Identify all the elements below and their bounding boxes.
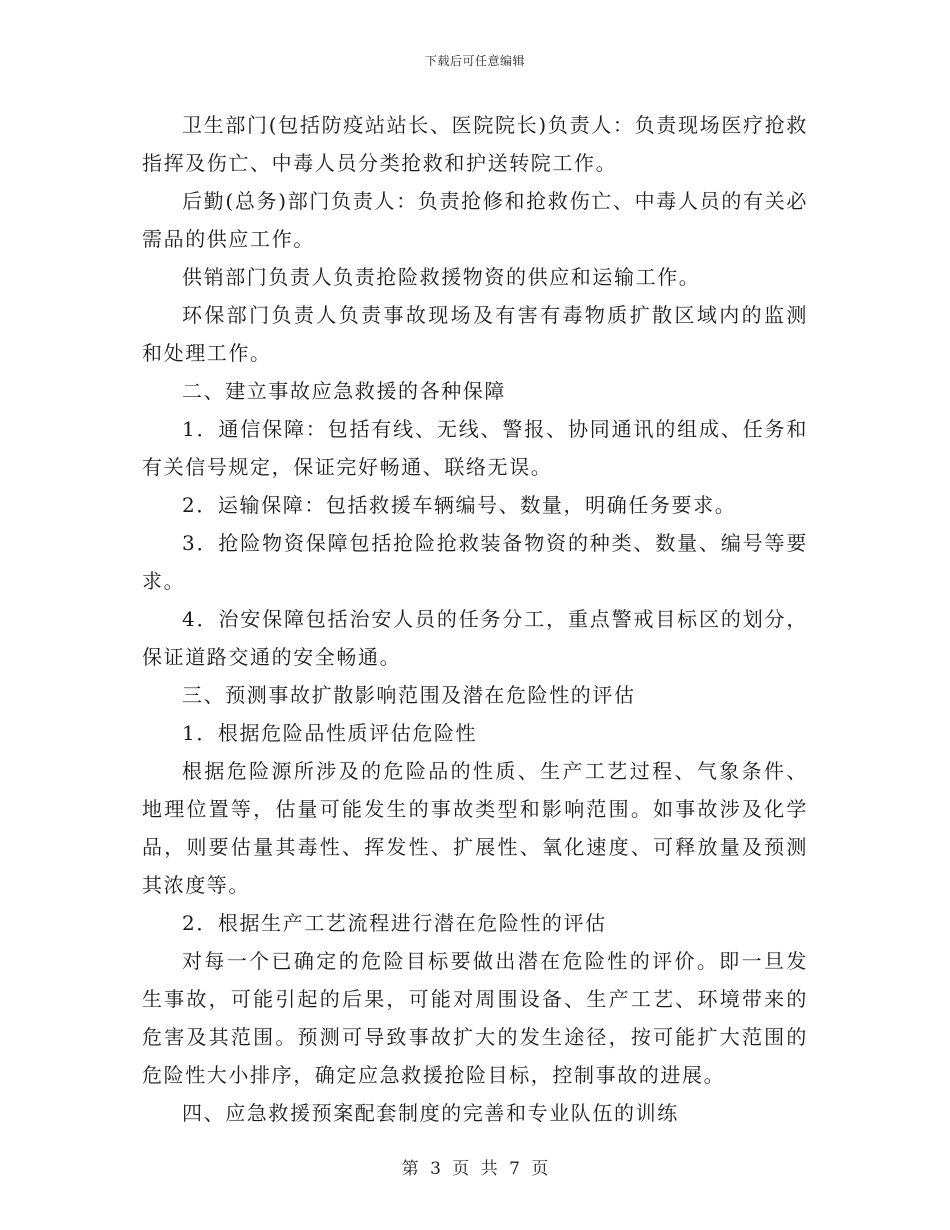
paragraph: 供销部门负责人负责抢险救援物资的供应和运输工作。 — [182, 265, 701, 289]
section-heading: 四、应急救援预案配套制度的完善和专业队伍的训练 — [182, 1101, 679, 1125]
subsection-heading: 2．根据生产工艺流程进行潜在危险性的评估 — [182, 911, 607, 935]
section-heading: 二、建立事故应急救援的各种保障 — [182, 379, 506, 403]
paragraph: 2．运输保障：包括救援车辆编号、数量，明确任务要求。 — [182, 493, 737, 517]
subsection-heading: 1．根据危险品性质评估危险性 — [182, 721, 478, 745]
page-header: 下载后可任意编辑 — [424, 54, 525, 68]
page-footer: 第 3 页 共 7 页 — [401, 1159, 549, 1179]
paragraph: 3．抢险物资保障包括抢险抢救装备物资的种类、数量、编号等要求。 — [142, 531, 808, 593]
section-heading: 三、预测事故扩散影响范围及潜在危险性的评估 — [182, 683, 636, 707]
document-body — [142, 106, 808, 1132]
paragraph: 卫生部门(包括防疫站站长、医院院长)负责人：负责现场医疗抢救指挥及伤亡、中毒人员分类抢救和护送转院工作。 — [142, 113, 808, 175]
paragraph: 后勤(总务)部门负责人：负责抢修和抢救伤亡、中毒人员的有关必需品的供应工作。 — [142, 189, 808, 251]
paragraph: 对每一个已确定的危险目标要做出潜在危险性的评价。即一旦发生事故，可能引起的后果，可能对周围设备、生产工艺、环境带来的危害及其范围。预测可导致事故扩大的发生途径，按可能扩大范围的危险性大小排序，确定应急救援抢险目标，控制事故的进展。 — [142, 949, 808, 1087]
paragraph: 4．治安保障包括治安人员的任务分工，重点警戒目标区的划分，保证道路交通的安全畅通。 — [142, 607, 808, 669]
paragraph: 1．通信保障：包括有线、无线、警报、协同通讯的组成、任务和有关信号规定，保证完好畅通、联络无误。 — [142, 417, 808, 479]
paragraph: 根据危险源所涉及的危险品的性质、生产工艺过程、气象条件、地理位置等，估量可能发生的事故类型和影响范围。如事故涉及化学品，则要估量其毒性、挥发性、扩展性、氧化速度、可释放量及预测其浓度等。 — [142, 759, 808, 897]
paragraph: 环保部门负责人负责事故现场及有害有毒物质扩散区域内的监测和处理工作。 — [142, 303, 808, 365]
